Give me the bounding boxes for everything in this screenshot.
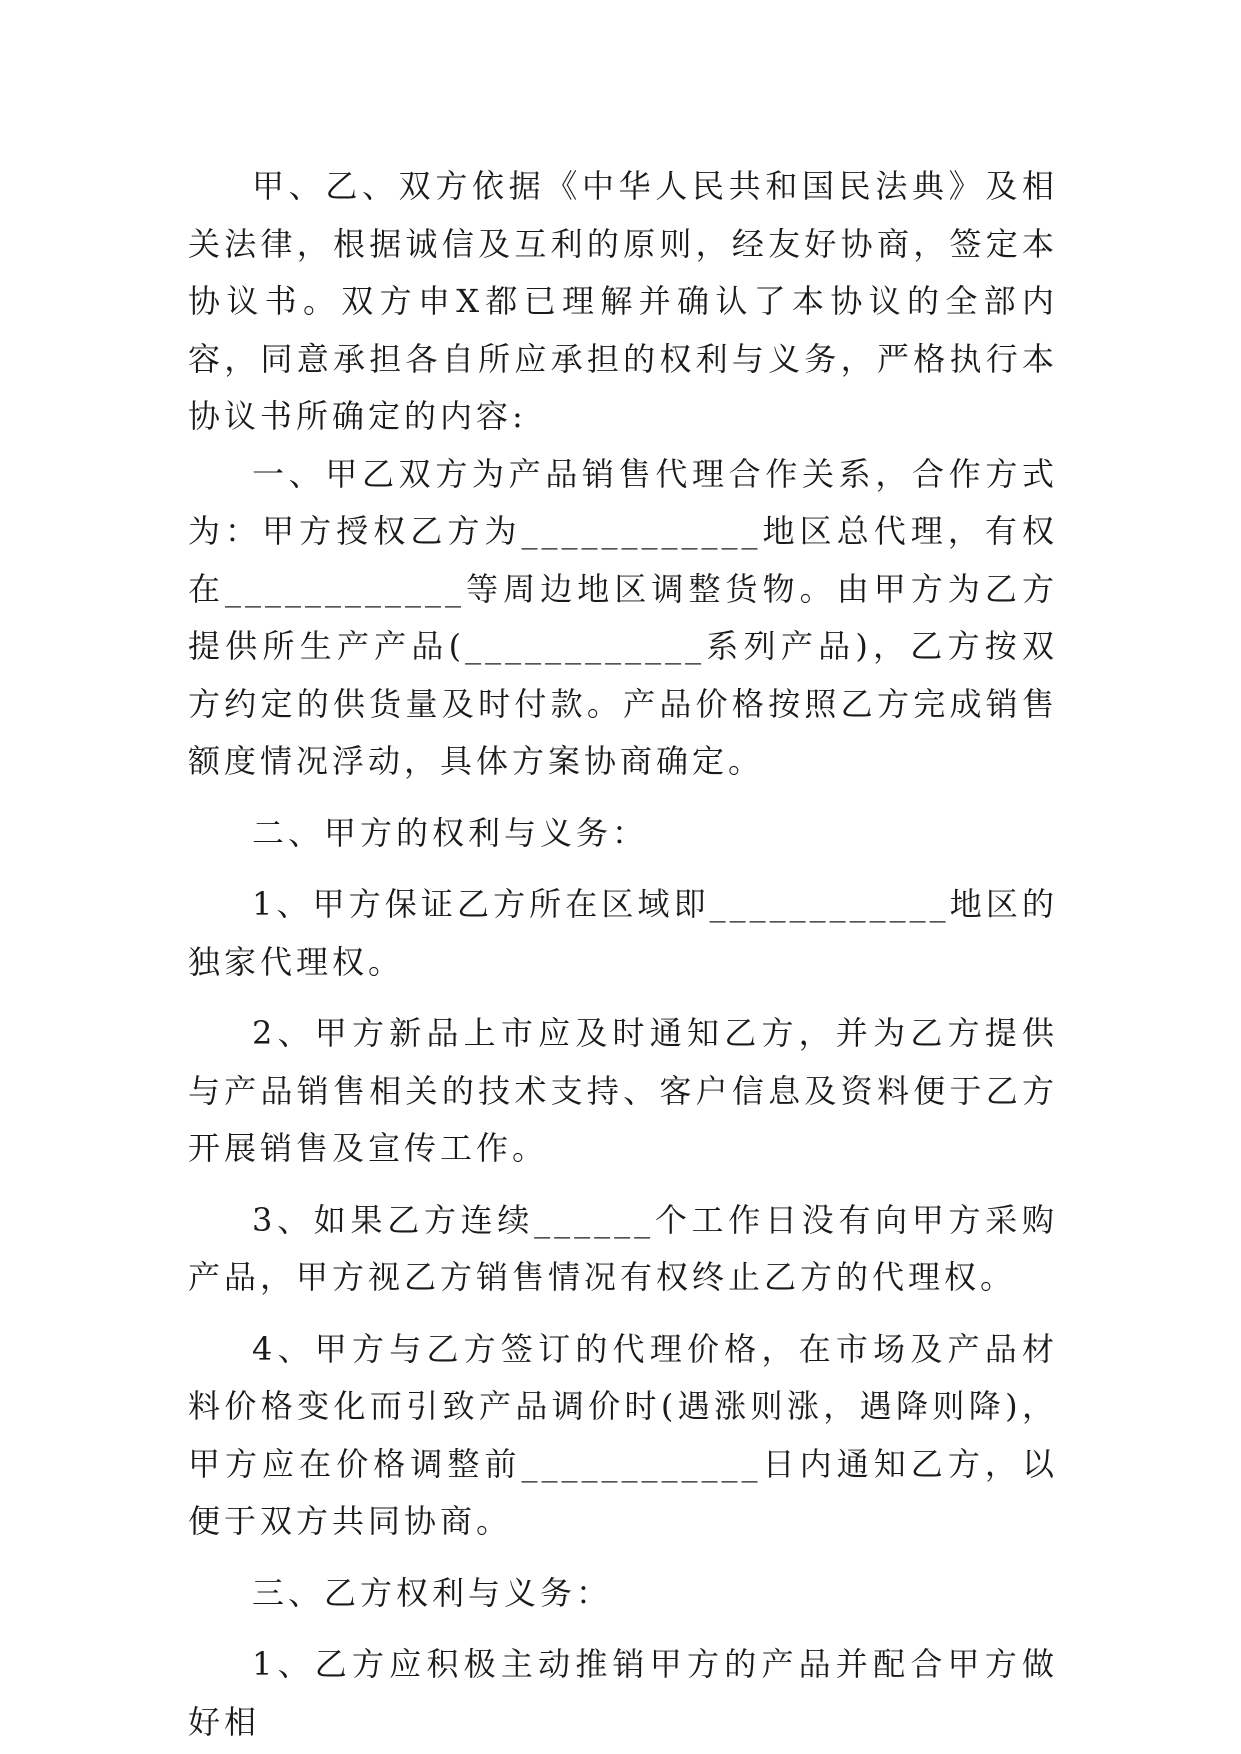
document-page: [188, 158, 1058, 1751]
paragraph-section-2-item-3: 3、如果乙方连续______个工作日没有向甲方采购产品，甲方视乙方销售情况有权终止乙方的代理权。: [188, 1200, 1058, 1296]
paragraph-section-2-item-1: 1、甲方保证乙方所在区域即____________地区的独家代理权。: [188, 885, 1058, 981]
paragraph-section-1: 一、甲乙双方为产品销售代理合作关系，合作方式为：甲方授权乙方为____________地区总代理，有权在____________等周边地区调整货物。由甲方为乙方提供所生产产品(____________系列产品)，乙方按双方约定的供货量及时付款。产品价格按照乙方完成销售额度情况浮动，具体方案协商确定。: [188, 454, 1058, 780]
paragraph-section-3-heading: 三、乙方权利与义务：: [252, 1573, 613, 1612]
paragraph-preamble: 甲、乙、双方依据《中华人民共和国民法典》及相关法律，根据诚信及互利的原则，经友好协商，签定本协议书。双方申X都已理解并确认了本协议的全部内容，同意承担各自所应承担的权利与义务，严格执行本协议书所确定的内容:: [188, 167, 1058, 435]
paragraph-section-3-item-1: 1、乙方应积极主动推销甲方的产品并配合甲方做好相: [188, 1645, 1058, 1741]
paragraph-section-2-heading: 二、甲方的权利与义务：: [252, 813, 649, 852]
paragraph-section-2-item-4: 4、甲方与乙方签订的代理价格，在市场及产品材料价格变化而引致产品调价时(遇涨则涨，遇降则降)，甲方应在价格调整前____________日内通知乙方，以便于双方共同协商。: [188, 1329, 1058, 1540]
paragraph-section-2-item-2: 2、甲方新品上市应及时通知乙方，并为乙方提供与产品销售相关的技术支持、客户信息及资料便于乙方开展销售及宣传工作。: [188, 1014, 1058, 1167]
